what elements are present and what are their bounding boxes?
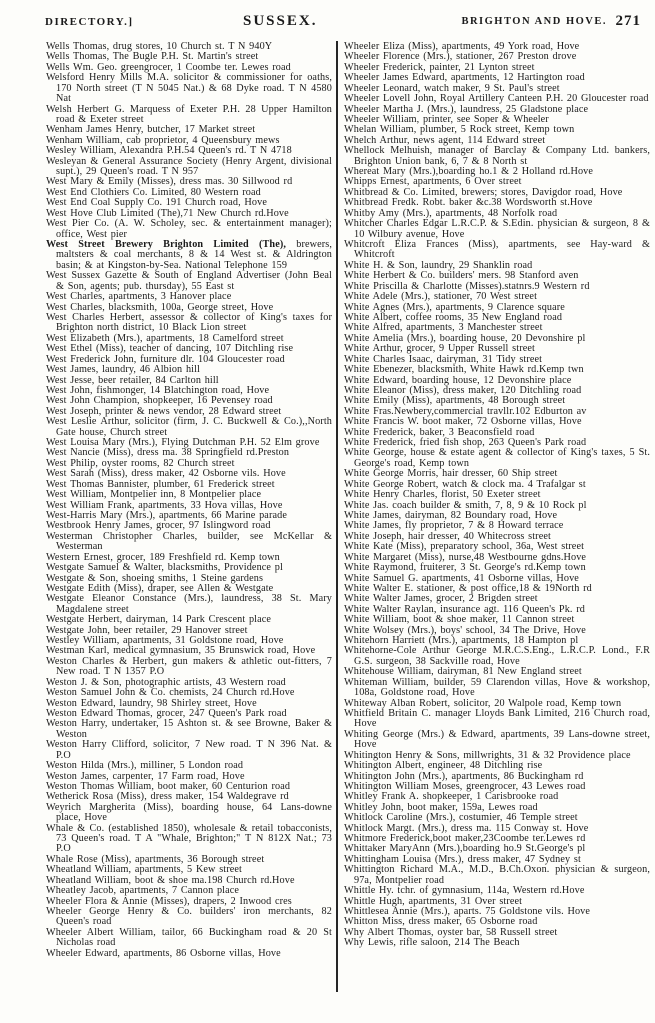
directory-entry: Whitbread Fredk. Robt. baker &c.38 Wordsworth st.Hove xyxy=(344,197,593,209)
directory-entry: Whereat Mary (Mrs.),boarding ho.1 & 2 Holland rd.Hove xyxy=(344,166,594,178)
directory-entry: Whitley John, boot maker, 159a, Lewes road xyxy=(344,801,538,813)
directory-entry: White Adele (Mrs.), stationer, 70 West street xyxy=(344,291,538,303)
directory-entry: West-Harris Mary (Mrs.), apartments, 66 Marine parade xyxy=(46,509,287,521)
directory-entry: Whelan William, plumber, 5 Rock street, Kemp town xyxy=(344,124,575,136)
directory-entry: Wheeler Eliza (Miss), apartments, 49 York road, Hove xyxy=(344,41,580,52)
directory-entry: White Raymond, fruiterer, 3 St. George's rd.Kemp town xyxy=(344,562,586,574)
directory-entry: West Charles, apartments, 3 Hanover place xyxy=(46,291,232,303)
directory-entry: Westgate Samuel & Walter, blacksmiths, Providence pl xyxy=(46,562,283,574)
directory-entry: White George, house & estate agent & collector of King's taxes, 5 St. George's road, Kemp town xyxy=(344,447,650,469)
directory-entry: West Philip, oyster rooms, 82 Church street xyxy=(46,457,235,469)
directory-entry: West Hove Club Limited (The),71 New Church rd.Hove xyxy=(46,207,289,219)
directory-entry: Welsford Henry Mills M.A. solicitor & commissioner for oaths, 170 North street (T N 5045 Nat.) & 68 Dyke road. T N 4580 Nat xyxy=(46,72,332,105)
directory-entry: White Alfred, apartments, 3 Manchester street xyxy=(344,322,543,334)
directory-entry: White H. & Son, laundry, 29 Shanklin road xyxy=(344,259,533,271)
directory-entry: Whitton Miss, dress maker, 65 Osborne road xyxy=(344,916,538,928)
directory-entry: White Herbert & Co. builders' mers. 98 Stanford aven xyxy=(344,270,579,282)
directory-entry: White Joseph, hair dresser, 40 Whitecross street xyxy=(344,530,551,542)
directory-entry: White George Morris, hair dresser, 60 Ship street xyxy=(344,468,558,480)
directory-entry: White Ebenezer, blacksmith, White Hawk rd.Kemp twn xyxy=(344,364,584,376)
directory-entry: White James, fly proprietor, 7 & 8 Howard terrace xyxy=(344,520,564,532)
directory-entry: White Samuel G. apartments, 41 Osborne villas, Hove xyxy=(344,572,579,584)
directory-entry: Why Albert Thomas, oyster bar, 58 Russell street xyxy=(344,926,558,938)
directory-entry: White Priscilla & Charlotte (Misses).statnrs.9 Western rd xyxy=(344,280,590,292)
directory-entry: Wheeler Edward, apartments, 86 Osborne villas, Hove xyxy=(46,947,281,959)
header-section-title: BRIGHTON AND HOVE. xyxy=(461,16,607,27)
directory-entry: Whitington Henry & Sons, millwrights, 31 & 32 Providence place xyxy=(344,749,631,761)
directory-entry: Weston Thomas William, boot maker, 60 Centurion road xyxy=(46,780,291,792)
directory-entry: Whittaker MaryAnn (Mrs.),boarding ho.9 St.George's pl xyxy=(344,843,586,855)
directory-entry: Whale Rose (Miss), apartments, 36 Borough street xyxy=(46,853,265,865)
directory-entry: Whitbread & Co. Limited, brewers; stores, Davigdor road, Hove xyxy=(344,186,623,198)
directory-entry: Wheeler William, printer, see Soper & Wheeler xyxy=(344,113,549,125)
directory-entry: Whitehouse William, dairyman, 81 New England street xyxy=(344,666,582,678)
directory-entry: White Fras.Newbery,commercial travllr.102 Edburton av xyxy=(344,405,587,417)
directory-entry: Wetherick Rosa (Miss), dress maker, 154 Waldegrave rd xyxy=(46,791,289,803)
directory-entry: West Charles, blacksmith, 100a, George street, Hove xyxy=(46,301,274,313)
directory-entry: West William Frank, apartments, 33 Hova villas, Hove xyxy=(46,499,283,511)
directory-entry: Weston Harry, undertaker, 15 Ashton st. & see Browne, Baker & Weston xyxy=(46,718,332,740)
page-header xyxy=(0,13,655,33)
directory-entry: West Sarah (Miss), dress maker, 42 Osborne vils. Hove xyxy=(46,468,286,480)
directory-entry: Wheatland William, boot & shoe ma.198 Church rd.Hove xyxy=(46,874,295,886)
directory-entry: White Walter James, grocer, 2 Brigden street xyxy=(344,593,538,605)
directory-entry: Wheeler Leonard, watch maker, 9 St. Paul's street xyxy=(344,82,560,94)
directory-entry: West Charles Herbert, assessor & collector of King's taxes for Brighton north district, 10 Black Lion street xyxy=(46,311,332,334)
directory-entry: Westgate Edith (Miss), draper, see Allen & Westgate xyxy=(46,582,274,594)
directory-entry: Wheeler Flora & Annie (Misses), drapers, 2 Inwood cres xyxy=(46,895,292,907)
directory-entry: Westgate Herbert, dairyman, 14 Park Crescent place xyxy=(46,614,272,626)
directory-entry: West William, Montpelier inn, 8 Montpelier place xyxy=(46,489,262,501)
directory-entry: White George Robert, watch & clock ma. 4 Trafalgar st xyxy=(344,478,586,490)
directory-entry: Whitley Frank A. shopkeeper, 1 Carisbrooke road xyxy=(344,791,559,803)
directory-entry: Whipps Ernest, apartments, 6 Over street xyxy=(344,176,522,188)
directory-entry: Westgate John, beer retailer, 29 Hanover street xyxy=(46,624,248,636)
directory-entry: Whitington John (Mrs.), apartments, 86 Buckingham rd xyxy=(344,770,584,782)
directory-entry: Whittingham Louisa (Mrs.), dress maker, 47 Sydney st xyxy=(344,853,581,865)
directory-entry: White Albert, coffee rooms, 35 New England road xyxy=(344,311,563,323)
directory-entry: West Nancie (Miss), dress ma. 38 Springfield rd.Preston xyxy=(46,447,290,459)
directory-entry: West Mary & Emily (Misses), dress mas. 30 Sillwood rd xyxy=(46,176,293,188)
directory-entry: West John Champion, shopkeeper, 16 Pevensey road xyxy=(46,395,273,407)
directory-entry: White Edward, boarding house, 12 Devonshire place xyxy=(344,374,572,386)
directory-entry: West End Coal Supply Co. 191 Church road, Hove xyxy=(46,197,267,209)
directory-entry: Whittle Hy. tchr. of gymnasium, 114a, Western rd.Hove xyxy=(344,885,585,897)
directory-entry-bold-name: West Street Brewery Brighton Limited (The), xyxy=(46,239,287,251)
directory-entry: White Francis W. boot maker, 72 Osborne villas, Hove xyxy=(344,416,582,428)
directory-entry: White Jas. coach builder & smith, 7, 8, 9 & 10 Rock pl xyxy=(344,499,587,511)
directory-entry: White Amelia (Mrs.), boarding house, 20 Devonshire pl xyxy=(344,332,586,344)
directory-column-left xyxy=(46,42,332,959)
directory-entry: Weston Samuel John & Co. chemists, 24 Church rd.Hove xyxy=(46,687,295,699)
directory-entry: White Frederick, fried fish shop, 263 Queen's Park road xyxy=(344,437,587,449)
header-directory-label: DIRECTORY.] xyxy=(45,16,134,28)
directory-entry: Whitcroft Eliza Frances (Miss), apartments, see Hay-ward & Whitcroft xyxy=(344,239,650,261)
directory-entry: Wenham James Henry, butcher, 17 Market street xyxy=(46,124,256,136)
directory-entry: White William, boot & shoe maker, 11 Cannon street xyxy=(344,614,575,626)
directory-entry: Weston Harry Clifford, solicitor, 7 New road. T N 396 Nat. & P.O xyxy=(46,739,332,761)
directory-entry: West Elizabeth (Mrs.), apartments, 18 Camelford street xyxy=(46,332,284,344)
header-county-title: SUSSEX. xyxy=(243,13,318,29)
directory-entry: Whitlock Caroline (Mrs.), costumier, 46 Temple street xyxy=(344,812,578,824)
directory-entry: Westgate & Son, shoeing smiths, 1 Steine gardens xyxy=(46,572,264,584)
directory-entry: Wheeler Lovell John, Royal Artillery Canteen P.H. 20 Gloucester road xyxy=(344,93,649,105)
directory-entry: West Thomas Bannister, plumber, 61 Frederick street xyxy=(46,478,275,490)
directory-entry: Wheeler Martha J. (Mrs.), laundress, 25 Gladstone place xyxy=(344,103,589,115)
directory-entry: West Louisa Mary (Mrs.), Flying Dutchman P.H. 52 Elm grove xyxy=(46,437,320,449)
directory-entry: Welsh Herbert G. Marquess of Exeter P.H. 28 Upper Hamilton road & Exeter street xyxy=(46,103,332,125)
directory-entry: Wheeler Florence (Mrs.), stationer, 267 Preston drove xyxy=(344,51,577,63)
directory-entry: Western Ernest, grocer, 189 Freshfield rd. Kemp town xyxy=(46,551,280,563)
directory-entry: Whittle Hugh, apartments, 31 Over street xyxy=(344,895,523,907)
directory-entry: Wheatland William, apartments, 5 Kew street xyxy=(46,864,242,876)
directory-entry: White James, dairyman, 82 Boundary road, Hove xyxy=(344,509,558,521)
directory-entry: Wheeler Albert William, tailor, 66 Buckingham road & 20 St Nicholas road xyxy=(46,926,332,949)
directory-entry: Wesley William, Alexandra P.H.54 Queen's rd. T N 4718 xyxy=(46,145,292,157)
directory-entry: West Jesse, beer retailer, 84 Carlton hill xyxy=(46,374,219,386)
directory-entry: Whitlock Margt. (Mrs.), dress ma. 115 Conway st. Hove xyxy=(344,822,589,834)
directory-entry: White Wolsey (Mrs.), boys' school, 34 The Drive, Hove xyxy=(344,624,586,636)
directory-entry: Westman Karl, medical gymnasium, 35 Brunswick road, Hove xyxy=(46,645,316,657)
directory-entry: White Frederick, baker, 3 Beaconsfield road xyxy=(344,426,535,438)
directory-entry: Westley William, apartments, 31 Goldstone road, Hove xyxy=(46,635,284,647)
directory-entry: Whitington Albert, engineer, 48 Ditchling rise xyxy=(344,760,543,772)
directory-entry: White Walter Raylan, insurance agt. 116 Queen's Pk. rd xyxy=(344,603,585,615)
directory-entry: Wheeler James Edward, apartments, 12 Hartington road xyxy=(344,72,585,84)
directory-entry: Weyrich Margherita (Miss), boarding house, 64 Lans-downe place, Hove xyxy=(46,801,332,824)
directory-entry: Wheeler Frederick, painter, 21 Lynton street xyxy=(344,61,535,73)
directory-entry: West James, laundry, 46 Albion hill xyxy=(46,364,201,376)
directory-entry: Whiteman William, builder, 59 Clarendon villas, Hove & workshop, 108a, Goldstone road, Hove xyxy=(344,676,650,699)
directory-entry: Wells Thomas, The Bugle P.H. St. Martin's street xyxy=(46,51,259,63)
directory-entry: White Agnes (Mrs.), apartments, 9 Clarence square xyxy=(344,301,565,313)
directory-entry: Wesleyan & General Assurance Society (Henry Argent, divisional supt.), 29 Queen's road. T N 957 xyxy=(46,155,332,178)
directory-entry: Wheeler George Henry & Co. builders' iron merchants, 82 Queen's road xyxy=(46,906,332,928)
directory-entry: Westgate Eleanor Constance (Mrs.), laundress, 38 St. Mary Magdalene street xyxy=(46,593,332,615)
directory-entry: Westbrook Henry James, grocer, 97 Islingword road xyxy=(46,520,271,532)
directory-entry: Wenham William, cab proprietor, 4 Queensbury mews xyxy=(46,134,280,146)
directory-entry: White Walter E. stationer, & post office,18 & 19North rd xyxy=(344,582,592,594)
directory-entry: Whitington William Moses, greengrocer, 43 Lewes road xyxy=(344,780,586,792)
directory-entry: Whellock Melhuish, manager of Barclay & Company Ltd. bankers, Brighton Union bank, 6, 7 & 8 North st xyxy=(344,145,650,167)
directory-entry: West End Clothiers Co. Limited, 80 Western road xyxy=(46,186,261,198)
directory-entry: Whitmore Frederick,boot maker,23Coombe ter.Lewes rd xyxy=(344,833,586,845)
directory-entry: White Emily (Miss), apartments, 48 Borough street xyxy=(344,395,566,407)
directory-entry: White Arthur, grocer, 9 Upper Russell street xyxy=(344,343,535,355)
directory-entry: Weston James, carpenter, 17 Farm road, Hove xyxy=(46,770,245,782)
directory-entry: White Margaret (Miss), nurse,48 Westbourne gdns.Hove xyxy=(344,551,587,563)
directory-entry: Weston Edward Thomas, grocer, 247 Queen's Park road xyxy=(46,708,287,719)
directory-entry: Whittlesea Annie (Mrs.), aparts. 75 Goldstone vils. Hove xyxy=(344,906,591,918)
directory-entry: West John, fishmonger, 14 Blatchington road, Hove xyxy=(46,384,270,396)
directory-entry: West Ethel (Miss), teacher of dancing, 107 Ditchling rise xyxy=(46,343,294,355)
directory-entry: Westerman Christopher Charles, builder, see McKellar & Westerman xyxy=(46,530,332,553)
directory-entry: Wheatley Jacob, apartments, 7 Cannon place xyxy=(46,885,240,897)
directory-entry: Whelch Arthur, news agent, 114 Edward street xyxy=(344,134,546,146)
directory-entry: Whitfield Britain C. manager Lloyds Bank Limited, 216 Church road, Hove xyxy=(344,708,650,730)
directory-entry: Whitby Amy (Mrs.), apartments, 48 Norfolk road xyxy=(344,207,558,219)
directory-entry: West Street Brewery Brighton Limited (The), brewers, maltsters & coal merchants, 8 & 14 West st. & Aldrington basin; & at Kingston-by-Sea. National Telephone 159 xyxy=(46,239,332,271)
directory-entry: West Sussex Gazette & South of England Advertiser (John Beal & Son, agents; pub. thursday), 55 East st xyxy=(46,270,332,292)
directory-entry: White Eleanor (Miss), dress maker, 120 Ditchling road xyxy=(344,384,582,396)
directory-entry: Why Lewis, rifle saloon, 214 The Beach xyxy=(344,937,520,949)
directory-entry: Weston Charles & Herbert, gun makers & athletic out-fitters, 7 New road. T N 1357 P.O xyxy=(46,655,332,678)
directory-entry: Whale & Co. (established 1850), wholesale & retail tobacconists, 73 Queen's road. T A "Whale, Brighton;" T N 812X Nat.; 73 P.O xyxy=(46,822,332,855)
directory-entry: Weston Edward, laundry, 98 Shirley street, Hove xyxy=(46,697,257,709)
directory-column-right xyxy=(344,42,650,949)
page-number: 271 xyxy=(615,13,641,29)
directory-entry: Whitehorn Harriett (Mrs.), apartments, 18 Hampton pl xyxy=(344,635,579,647)
directory-entry: Weston J. & Son, photographic artists, 43 Western road xyxy=(46,676,286,688)
directory-entry: West Frederick John, furniture dlr. 104 Gloucester road xyxy=(46,353,285,365)
column-divider-rule xyxy=(336,41,338,992)
directory-entry: White Kate (Miss), preparatory school, 36a, West street xyxy=(344,541,585,553)
directory-entry: Whitehorne-Cole Arthur George M.R.C.S.Eng., L.R.C.P. Lond., F.R G.S. surgeon, 38 Sackville road, Hove xyxy=(344,645,650,667)
directory-entry: West Pier Co. (A. W. Scholey, sec. & entertainment manager); office, West pier xyxy=(46,218,332,240)
directory-entry: West Joseph, printer & news vendor, 28 Edward street xyxy=(46,405,282,417)
directory-entry: Wells Wm. Geo. greengrocer, 1 Coombe ter. Lewes road xyxy=(46,61,291,73)
directory-entry: Weston Hilda (Mrs.), milliner, 5 London road xyxy=(46,760,244,772)
directory-entry: Whitcher Charles Edgar L.R.C.P. & S.Edin. physician & surgeon, 8 & 10 Wilbury avenue, Hove xyxy=(344,218,650,240)
directory-entry: Whiting George (Mrs.) & Edward, apartments, 39 Lans-downe street, Hove xyxy=(344,728,650,751)
directory-entry: Whittington Richard M.A., M.D., B.Ch.Oxon. physician & surgeon, 97a, Montpelier road xyxy=(344,864,650,886)
directory-entry: West Leslie Arthur, solicitor (firm, J. C. Buckwell & Co.),,North Gate house, Church street xyxy=(46,416,332,438)
directory-entry: White Charles Isaac, dairyman, 31 Tidy street xyxy=(344,353,543,365)
directory-entry: Whiteway Alban Robert, solicitor, 20 Walpole road, Kemp town xyxy=(344,697,622,709)
directory-entry: Wells Thomas, drug stores, 10 Church st. T N 940Y xyxy=(46,41,273,52)
directory-entry: White Henry Charles, florist, 50 Exeter street xyxy=(344,489,541,501)
